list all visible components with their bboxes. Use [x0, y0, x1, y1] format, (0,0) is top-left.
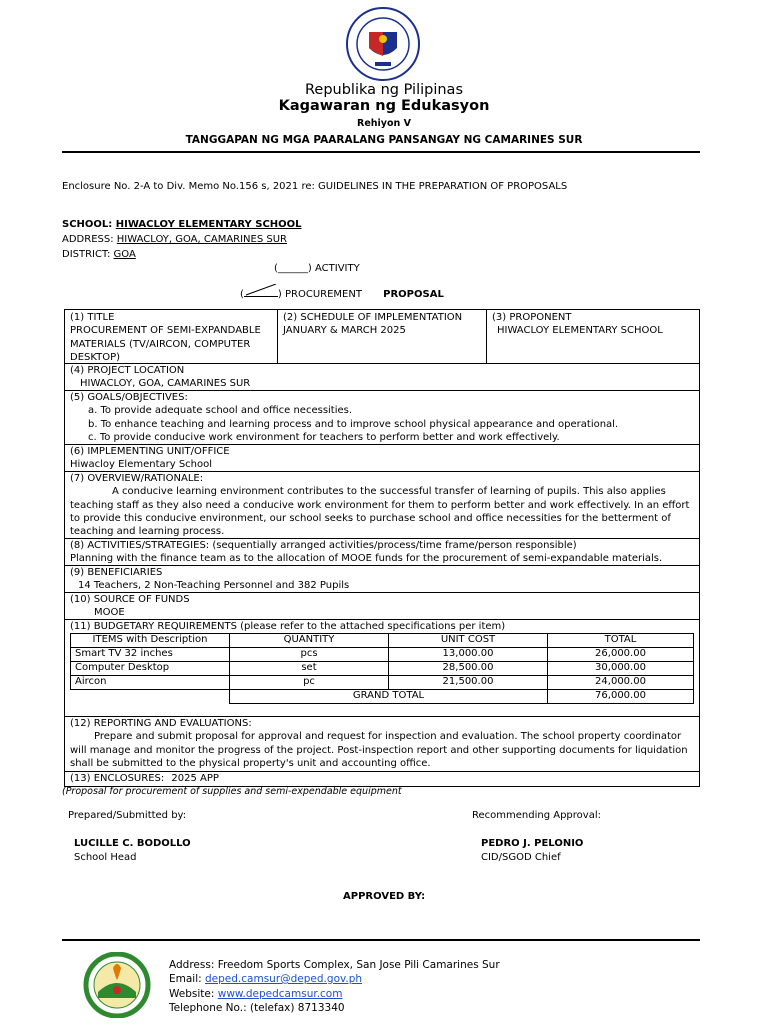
reporting-section [64, 716, 700, 772]
quantity-cell: set [230, 662, 389, 676]
location-label: (4) PROJECT LOCATION [70, 365, 185, 376]
division-office-logo [80, 952, 154, 1018]
grand-total-value: 76,000.00 [548, 690, 694, 704]
quantity-cell: pcs [230, 648, 389, 662]
district-label: DISTRICT: [62, 249, 114, 260]
column-header: ITEMS with Description [71, 634, 230, 648]
goals-section [64, 390, 700, 445]
recommending-label: Recommending Approval: [472, 810, 601, 821]
activity-option [274, 263, 360, 274]
beneficiaries-label: (9) BENEFICIARIES [70, 567, 163, 578]
proposal-heading: PROPOSAL [383, 289, 444, 300]
activities-section [64, 538, 700, 566]
deped-seal-logo [345, 6, 421, 82]
proponent-label: (3) PROPONENT [492, 312, 572, 323]
procurement-label: PROCUREMENT [281, 289, 362, 300]
total-cell: 30,000.00 [548, 662, 694, 676]
table-header-row [71, 634, 694, 648]
address-value: HIWACLOY, GOA, CAMARINES SUR [116, 234, 287, 245]
column-header: TOTAL [548, 634, 694, 648]
funds-value: MOOE [94, 607, 125, 619]
budget-table [70, 633, 694, 704]
footer-telephone: Telephone No.: (telefax) 8713340 [169, 1002, 345, 1014]
department-name: Kagawaran ng Edukasyon [278, 98, 490, 114]
goal-item: b. To enhance teaching and learning process and to improve school physical appearance and operational. [88, 418, 619, 430]
address-line [62, 234, 287, 245]
activity-label: ACTIVITY [311, 263, 360, 274]
title-cell [64, 309, 278, 364]
table-row [71, 648, 694, 662]
enclosure-text: Enclosure No. 2-A to Div. Memo No.156 s, 2021 re: GUIDELINES IN THE PREPARATION OF PROPOSALS [62, 181, 568, 192]
funds-label: (10) SOURCE OF FUNDS [70, 594, 190, 605]
school-value: HIWACLOY ELEMENTARY SCHOOL [115, 219, 302, 230]
unit-cost-cell: 21,500.00 [389, 676, 548, 690]
item-cell: Aircon [71, 676, 230, 690]
address-label: ADDRESS: [62, 234, 117, 245]
website-label: Website: [169, 988, 218, 1000]
activities-text: Planning with the finance team as to the allocation of MOOE funds for the procurement of semi-expandable materials. [70, 553, 663, 565]
beneficiaries-section [64, 565, 700, 593]
approved-label: APPROVED BY: [343, 891, 426, 902]
goals-label: (5) GOALS/OBJECTIVES: [70, 392, 188, 403]
unit-label: (6) IMPLEMENTING UNIT/OFFICE [70, 446, 230, 457]
overview-text: A conducive learning environment contributes to the successful transfer of learning of pupils. This also applies teaching staff as they also need a conducive work environment for them to perform better and work effectively. In an effort to provide this conducive environment, our school seeks to purchase school and office necessities for the betterment of teaching and learning process. [70, 486, 690, 538]
grand-total-row [71, 690, 694, 704]
activities-label: (8) ACTIVITIES/STRATEGIES: (sequentially arranged activities/process/time frame/person responsible) [70, 540, 577, 551]
header-divider [62, 151, 700, 153]
source-of-funds-section [64, 592, 700, 620]
item-cell: Smart TV 32 inches [71, 648, 230, 662]
office-name: TANGGAPAN NG MGA PAARALANG PANSANGAY NG CAMARINES SUR [185, 134, 583, 146]
recommending-title: CID/SGOD Chief [481, 852, 561, 863]
table-row [71, 676, 694, 690]
goal-item: a. To provide adequate school and office necessities. [88, 405, 353, 417]
email-link[interactable]: deped.camsur@deped.gov.ph [205, 973, 363, 985]
implementing-unit-section [64, 444, 700, 472]
footer-website-line [169, 988, 342, 1000]
location-value: HIWACLOY, GOA, CAMARINES SUR [80, 378, 251, 390]
goal-item: c. To provide conducive work environment for teachers to perform better and work effectively. [88, 431, 560, 443]
procurement-check-mark [244, 286, 278, 297]
total-cell: 24,000.00 [548, 676, 694, 690]
column-header: UNIT COST [389, 634, 548, 648]
empty-cell [71, 690, 230, 704]
quantity-cell: pc [230, 676, 389, 690]
footer-email-line [169, 973, 362, 985]
reporting-text: Prepare and submit proposal for approval and request for inspection and evaluation. The school property coordinator will manage and monitor the progress of the project. Post-inspection report and other supporting documents for liquidation shall be submitted to the physical property's unit and accounting office. [70, 731, 688, 769]
unit-value: Hiwacloy Elementary School [70, 459, 213, 471]
proponent-cell [486, 309, 700, 364]
procurement-paren-open: ( [240, 289, 244, 300]
title-value: PROCUREMENT OF SEMI-EXPANDABLE MATERIALS (TV/AIRCON, COMPUTER DESKTOP) [70, 325, 261, 363]
grand-total-label: GRAND TOTAL [230, 690, 548, 704]
title-label: (1) TITLE [70, 312, 115, 323]
prepared-label: Prepared/Submitted by: [68, 810, 187, 821]
website-link[interactable]: www.depedcamsur.com [217, 988, 343, 1000]
schedule-value: JANUARY & MARCH 2025 [283, 325, 406, 337]
schedule-cell [277, 309, 487, 364]
prepared-title: School Head [74, 852, 137, 863]
region-name: Rehiyon V [357, 118, 411, 129]
email-label: Email: [169, 973, 206, 985]
beneficiaries-value: 14 Teachers, 2 Non-Teaching Personnel and 382 Pupils [78, 580, 350, 592]
budget-label: (11) BUDGETARY REQUIREMENTS (please refer to the attached specifications per item) [70, 621, 506, 632]
overview-label: (7) OVERVIEW/RATIONALE: [70, 473, 204, 484]
unit-cost-cell: 28,500.00 [389, 662, 548, 676]
school-label: SCHOOL: [62, 219, 116, 230]
procurement-paren-close: ) [277, 289, 282, 300]
reporting-label: (12) REPORTING AND EVALUATIONS: [70, 718, 252, 729]
proponent-value: HIWACLOY ELEMENTARY SCHOOL [497, 325, 663, 337]
district-value: GOA [113, 249, 136, 260]
overview-section [64, 471, 700, 539]
unit-cost-cell: 13,000.00 [389, 648, 548, 662]
activity-blank: (______) [274, 263, 312, 274]
enclosures-value: 2025 APP [171, 773, 219, 784]
footnote: (Proposal for procurement of supplies and semi-expendable equipment [62, 786, 402, 797]
prepared-name: LUCILLE C. BODOLLO [74, 838, 191, 849]
project-location-section [64, 363, 700, 391]
procurement-option [240, 286, 444, 300]
school-line [62, 219, 302, 230]
enclosures-section [64, 771, 700, 787]
item-cell: Computer Desktop [71, 662, 230, 676]
table-row [71, 662, 694, 676]
column-header: QUANTITY [230, 634, 389, 648]
footer-address: Address: Freedom Sports Complex, San Jose Pili Camarines Sur [169, 959, 500, 971]
total-cell: 26,000.00 [548, 648, 694, 662]
schedule-label: (2) SCHEDULE OF IMPLEMENTATION [283, 312, 463, 323]
district-line [62, 249, 136, 260]
recommending-name: PEDRO J. PELONIO [481, 838, 584, 849]
enclosures-label: (13) ENCLOSURES: [70, 773, 165, 784]
country-name: Republika ng Pilipinas [304, 82, 463, 98]
footer-divider [62, 939, 700, 941]
